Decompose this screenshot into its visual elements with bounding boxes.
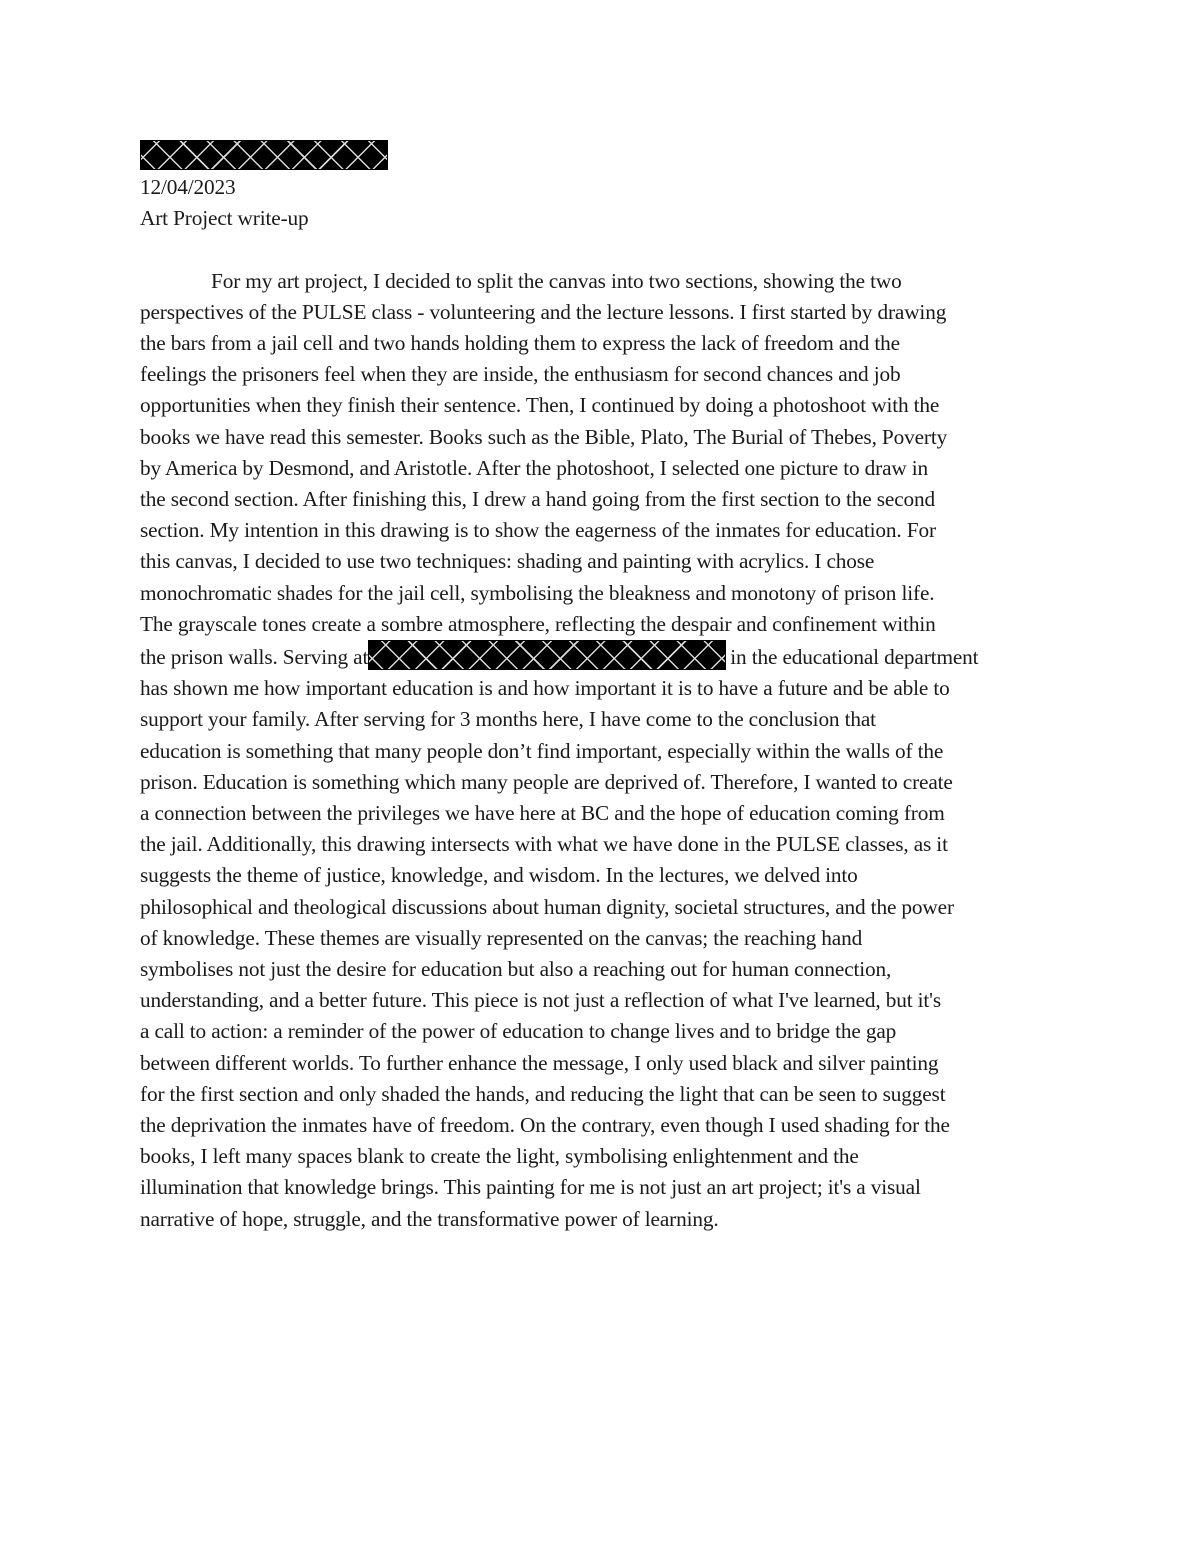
body-line: the second section. After finishing this, I drew a hand going from the first section to the second <box>140 487 935 512</box>
body-line: section. My intention in this drawing is to show the eagerness of the inmates for education. For <box>140 518 936 543</box>
body-line: feelings the prisoners feel when they are inside, the enthusiasm for second chances and job <box>140 362 901 387</box>
body-line: of knowledge. These themes are visually represented on the canvas; the reaching hand <box>140 925 863 950</box>
redacted-line-before: the prison walls. Serving at <box>140 645 369 670</box>
body-line: between different worlds. To further enhance the message, I only used black and silver painting <box>140 1050 939 1075</box>
body-line: this canvas, I decided to use two techniques: shading and painting with acrylics. I chose <box>140 549 875 574</box>
body-line: understanding, and a better future. This piece is not just a reflection of what I've learned, but it's <box>140 988 942 1013</box>
document-date: 12/04/2023 <box>140 175 236 199</box>
body-line: the bars from a jail cell and two hands holding them to express the lack of freedom and the <box>140 331 900 355</box>
document-content <box>140 140 1060 1235</box>
document-title: Art Project write-up <box>140 206 309 231</box>
body-line: a call to action: a reminder of the power of education to change lives and to bridge the gap <box>140 1019 897 1044</box>
redacted-location <box>368 640 726 670</box>
body-line-text: For my art project, I decided to split the canvas into two sections, showing the two <box>211 268 902 293</box>
blank-line <box>140 234 1060 265</box>
body-line: illumination that knowledge brings. This painting for me is not just an art project; it's a visual <box>140 1175 921 1200</box>
body-line: by America by Desmond, and Aristotle. After the photoshoot, I selected one picture to draw in <box>140 455 929 480</box>
body-line: support your family. After serving for 3 months here, I have come to the conclusion that <box>140 707 876 732</box>
body-line: monochromatic shades for the jail cell, symbolising the bleakness and monotony of prison life. <box>140 580 935 605</box>
body-line: perspectives of the PULSE class - volunteering and the lecture lessons. I first started by drawing <box>140 299 947 324</box>
body-line: for the first section and only shaded the hands, and reducing the light that can be seen to suggest <box>140 1081 946 1106</box>
body-line: the deprivation the inmates have of freedom. On the contrary, even though I used shading for the <box>140 1113 950 1138</box>
redacted-author-name <box>140 140 388 170</box>
body-line <box>140 266 1060 297</box>
body-line: narrative of hope, struggle, and the transformative power of learning. <box>140 1206 719 1231</box>
body-line: the jail. Additionally, this drawing intersects with what we have done in the PULSE classes, as it <box>140 832 948 857</box>
body-line: symbolises not just the desire for education but also a reaching out for human connection, <box>140 957 892 982</box>
body-line: books, I left many spaces blank to create the light, symbolising enlightenment and the <box>140 1144 859 1169</box>
body-line: education is something that many people don’t find important, especially within the walls of the <box>140 738 944 763</box>
body-line: has shown me how important education is and how important it is to have a future and be able to <box>140 676 950 701</box>
body-line-with-redaction <box>140 640 1060 673</box>
body-line: suggests the theme of justice, knowledge, and wisdom. In the lectures, we delved into <box>140 863 858 888</box>
body-line: prison. Education is something which many people are deprived of. Therefore, I wanted to create <box>140 769 953 794</box>
body-line: The grayscale tones create a sombre atmosphere, reflecting the despair and confinement within <box>140 611 936 636</box>
redacted-line-after: in the educational department <box>730 645 979 670</box>
body-line: philosophical and theological discussions about human dignity, societal structures, and the power <box>140 894 954 919</box>
body-line: a connection between the privileges we have here at BC and the hope of education coming from <box>140 801 945 826</box>
essay-body <box>140 266 1060 1235</box>
body-line: opportunities when they finish their sentence. Then, I continued by doing a photoshoot with the <box>140 393 940 418</box>
body-line: books we have read this semester. Books such as the Bible, Plato, The Burial of Thebes, Poverty <box>140 424 948 449</box>
